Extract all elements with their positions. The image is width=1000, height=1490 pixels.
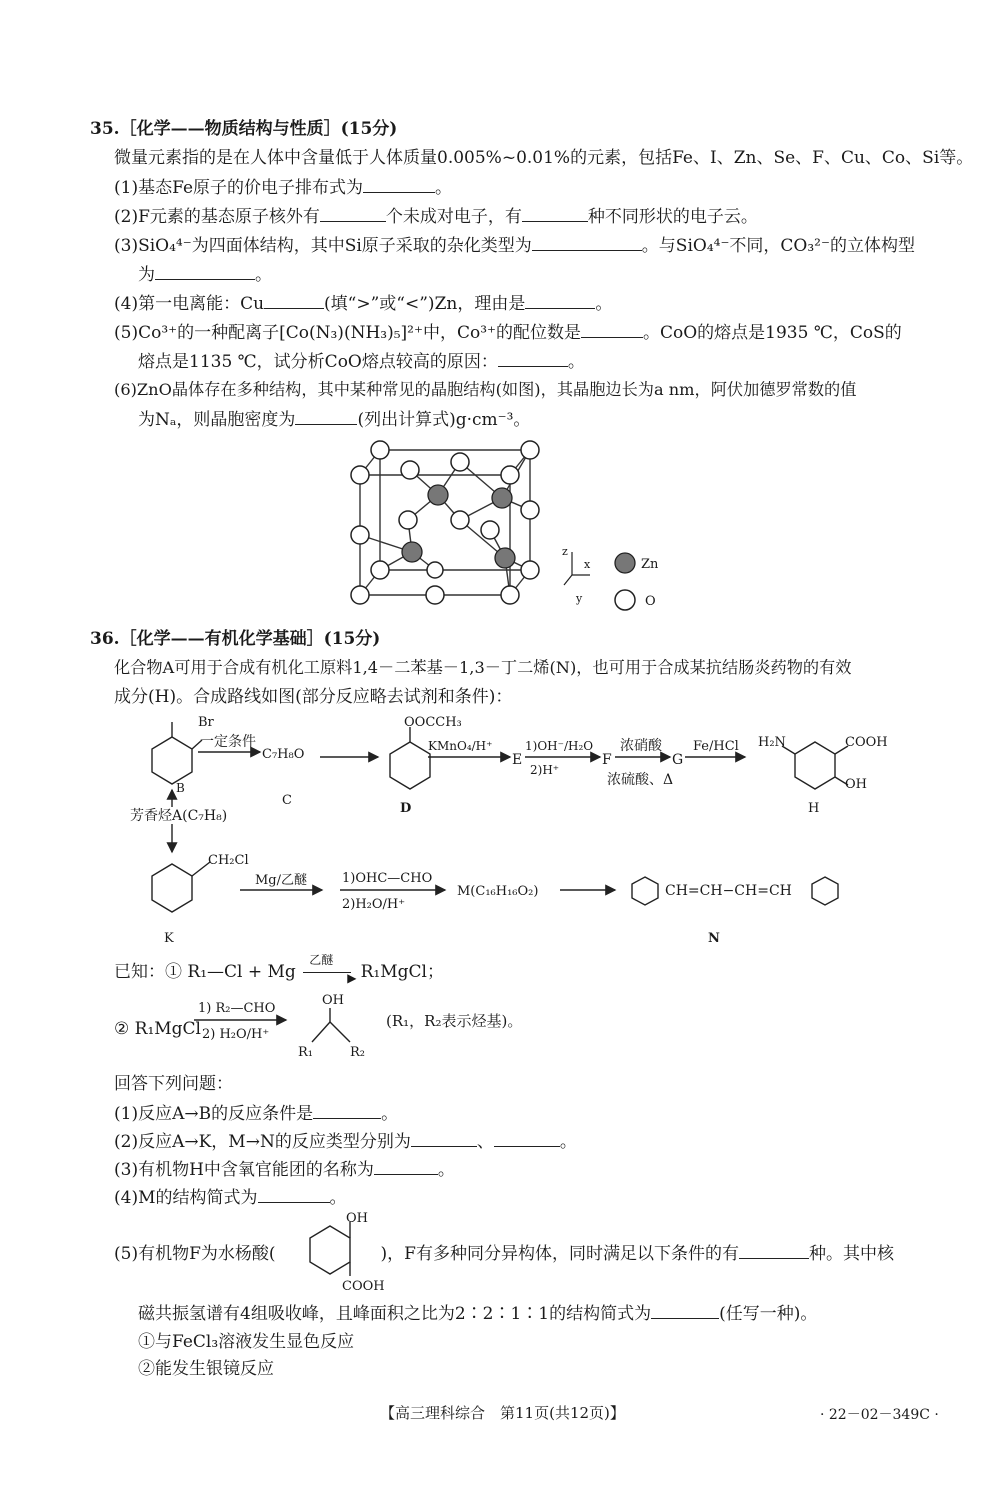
q35-part3: (3)SiO₄⁴⁻为四面体结构，其中Si原子采取的杂化类型为 。与SiO₄⁴⁻不同，CO₃²⁻的立体构型: [114, 236, 915, 256]
q36-answer-intro: 回答下列问题：: [114, 1074, 233, 1094]
known2-r1: R₁: [298, 1045, 313, 1060]
salicylic-oh: OH: [346, 1211, 368, 1226]
legend-zn-label: Zn: [641, 557, 659, 572]
scheme-h2n: H₂N: [758, 735, 786, 750]
known2-cond1: 1) R₂—CHO: [198, 1001, 276, 1016]
scheme-g: G: [672, 752, 684, 768]
answer-blank-6[interactable]: [295, 408, 357, 425]
scheme-k-label: K: [164, 931, 174, 946]
answer-blank-2b[interactable]: [522, 205, 588, 222]
synthesis-scheme: [110, 712, 910, 957]
q36-heading: 36.［化学——有机化学基础］(15分): [90, 629, 381, 649]
q36-sub1: (1)反应A→B的反应条件是 。: [114, 1104, 399, 1124]
q36-intro-1: 化合物A可用于合成有机化工原料1,4－二苯基－1,3－丁二烯(N)，也可用于合成某抗结肠炎药物的有效: [114, 658, 852, 677]
q36-sub2: (2)反应A→K，M→N的反应类型分别为 、 。: [114, 1132, 577, 1152]
salicylic-cooh: COOH: [342, 1279, 385, 1294]
benzene-ring-b: [152, 737, 192, 784]
q35-part4: (4)第一电离能：Cu (填“>”或“<”)Zn，理由是 。: [114, 294, 613, 314]
salicylic-acid-structure: [290, 1208, 410, 1298]
answer-blank-2a[interactable]: [320, 205, 386, 222]
known-reaction-1: 已知：① R₁—Cl + Mg 乙醚 ▶ R₁MgCl；: [114, 952, 444, 985]
scheme-oh-group: OH: [845, 777, 867, 792]
scheme-fehcl: Fe/HCl: [693, 739, 739, 754]
answer-blank-4b[interactable]: [525, 292, 595, 309]
q35-part2: (2)F元素的基态原子核外有 个未成对电子，有 种不同形状的电子云。: [114, 207, 758, 227]
q36-intro-2: 成分(H)。合成路线如图(部分反应略去试剂和条件)：: [114, 687, 513, 707]
q35-part1: (1)基态Fe原子的价电子排布式为 。: [114, 178, 453, 198]
condition-1: ①与FeCl₃溶液发生显色反应: [138, 1332, 355, 1352]
answer-blank-1[interactable]: [363, 176, 435, 193]
exam-code: · 22－02－349C ·: [820, 1407, 939, 1423]
answer-blank-q36-3[interactable]: [374, 1158, 438, 1175]
scheme-h2so4: 浓硫酸、Δ: [607, 772, 674, 788]
scheme-c-formula: C₇H₈O: [262, 747, 305, 762]
scheme-mg: Mg/乙醚: [255, 873, 308, 888]
zno-unit-cell-diagram: [340, 430, 680, 615]
scheme-h-label: H: [808, 801, 820, 816]
benzene-ring-n-right: [812, 877, 838, 905]
answer-blank-q36-5b[interactable]: [651, 1302, 719, 1319]
answer-blank-q36-2b[interactable]: [494, 1130, 560, 1147]
oxygen-atoms: [351, 441, 539, 604]
q36-sub5-cont: 磁共振氢谱有4组吸收峰，且峰面积之比为2∶2∶1∶1的结构简式为 (任写一种)。: [138, 1304, 818, 1324]
known-reaction-2: ② R₁MgCl: [114, 1019, 201, 1039]
benzene-ring-k: [152, 864, 192, 912]
answer-blank-5b[interactable]: [498, 350, 568, 367]
q35-part5-cont: 熔点是1135 ℃，试分析CoO熔点较高的原因： 。: [138, 352, 585, 372]
q35-intro: 微量元素指的是在人体中含量低于人体质量0.005%~0.01%的元素，包括Fe、I、Zn、Se、F、Cu、Co、Si等。: [114, 148, 974, 168]
known2-r2: R₂: [350, 1045, 365, 1060]
benzene-ring-salicylic: [310, 1226, 350, 1274]
scheme-kmno4: KMnO₄/H⁺: [428, 739, 493, 753]
benzene-ring-d: [390, 742, 430, 789]
known2-note: (R₁，R₂表示烃基)。: [386, 1012, 523, 1030]
scheme-oh: 1)OH⁻/H₂O: [525, 739, 594, 753]
q35-part6: (6)ZnO晶体存在多种结构，其中某种常见的晶胞结构(如图)，其晶胞边长为a nm，阿伏加德罗常数的值: [114, 380, 857, 399]
scheme-br: Br: [198, 715, 214, 730]
q35-part3-cont: 为 。: [138, 265, 272, 285]
scheme-hno3: 浓硝酸: [620, 738, 662, 754]
q36-sub5: (5)有机物F为水杨酸( )，F有多种同分异构体，同时满足以下条件的有 种。其中核: [114, 1244, 894, 1264]
scheme-hplus: 2)H⁺: [530, 763, 560, 777]
scheme-a-label: 芳香烃A(C₇H₈): [130, 808, 228, 824]
scheme-d-label: D: [400, 801, 412, 816]
answer-blank-q36-4[interactable]: [258, 1186, 330, 1203]
condition-2: ②能发生银镜反应: [138, 1359, 274, 1379]
q35-part5: (5)Co³⁺的一种配离子[Co(N₃)(NH₃)₅]²⁺中，Co³⁺的配位数是 。CoO的熔点是1935 ℃，CoS的: [114, 323, 902, 343]
scheme-ohc: 1)OHC—CHO: [342, 871, 433, 886]
axis-z-label: z: [562, 545, 568, 558]
scheme-f: F: [602, 752, 612, 768]
scheme-m-formula: M(C₁₆H₁₆O₂): [457, 884, 539, 899]
answer-blank-3a[interactable]: [532, 234, 642, 251]
axis-y-label: y: [576, 592, 583, 605]
scheme-cond1: 一定条件: [200, 734, 256, 750]
benzene-ring-n-left: [632, 877, 658, 905]
known2-oh: OH: [322, 993, 344, 1008]
page-footer: 【高三理科综合 第11页(共12页)】: [380, 1404, 625, 1422]
answer-blank-q36-1[interactable]: [313, 1102, 381, 1119]
answer-blank-4a[interactable]: [264, 292, 324, 309]
scheme-cooh: COOH: [845, 735, 888, 750]
answer-blank-q36-2a[interactable]: [411, 1130, 477, 1147]
q36-sub3: (3)有机物H中含氧官能团的名称为 。: [114, 1160, 455, 1180]
q35-heading: 35.［化学——物质结构与性质］(15分): [90, 119, 398, 139]
scheme-n-chain: CH=CH−CH=CH: [665, 883, 792, 899]
scheme-ooccH3: OOCCH₃: [404, 715, 462, 730]
scheme-h2o: 2)H₂O/H⁺: [342, 897, 406, 912]
benzene-ring-h: [795, 742, 835, 789]
legend-o-label: O: [645, 594, 656, 609]
q35-part1-text: (1)基态Fe原子的价电子排布式为: [114, 178, 364, 198]
axis-x-label: x: [584, 558, 591, 571]
legend-zn-icon: [615, 553, 635, 573]
answer-blank-5a[interactable]: [581, 321, 643, 338]
q35-part6-cont: 为Nₐ，则晶胞密度为 (列出计算式)g·cm⁻³。: [138, 410, 531, 430]
answer-blank-q36-5a[interactable]: [739, 1242, 809, 1259]
scheme-c-label: C: [282, 793, 292, 808]
known-reaction-1-arrow: 乙醚 ▶: [301, 963, 355, 983]
answer-blank-3b[interactable]: [155, 263, 255, 280]
scheme-b: B: [176, 781, 185, 795]
known2-cond2: 2) H₂O/H⁺: [202, 1027, 270, 1042]
scheme-n-label: N: [708, 931, 720, 946]
q36-sub4: (4)M的结构简式为 。: [114, 1188, 347, 1208]
scheme-ch2cl: CH₂Cl: [208, 853, 249, 868]
scheme-e: E: [512, 752, 523, 768]
known-reaction-2-diagram: [190, 990, 530, 1060]
legend-o-icon: [615, 590, 635, 610]
